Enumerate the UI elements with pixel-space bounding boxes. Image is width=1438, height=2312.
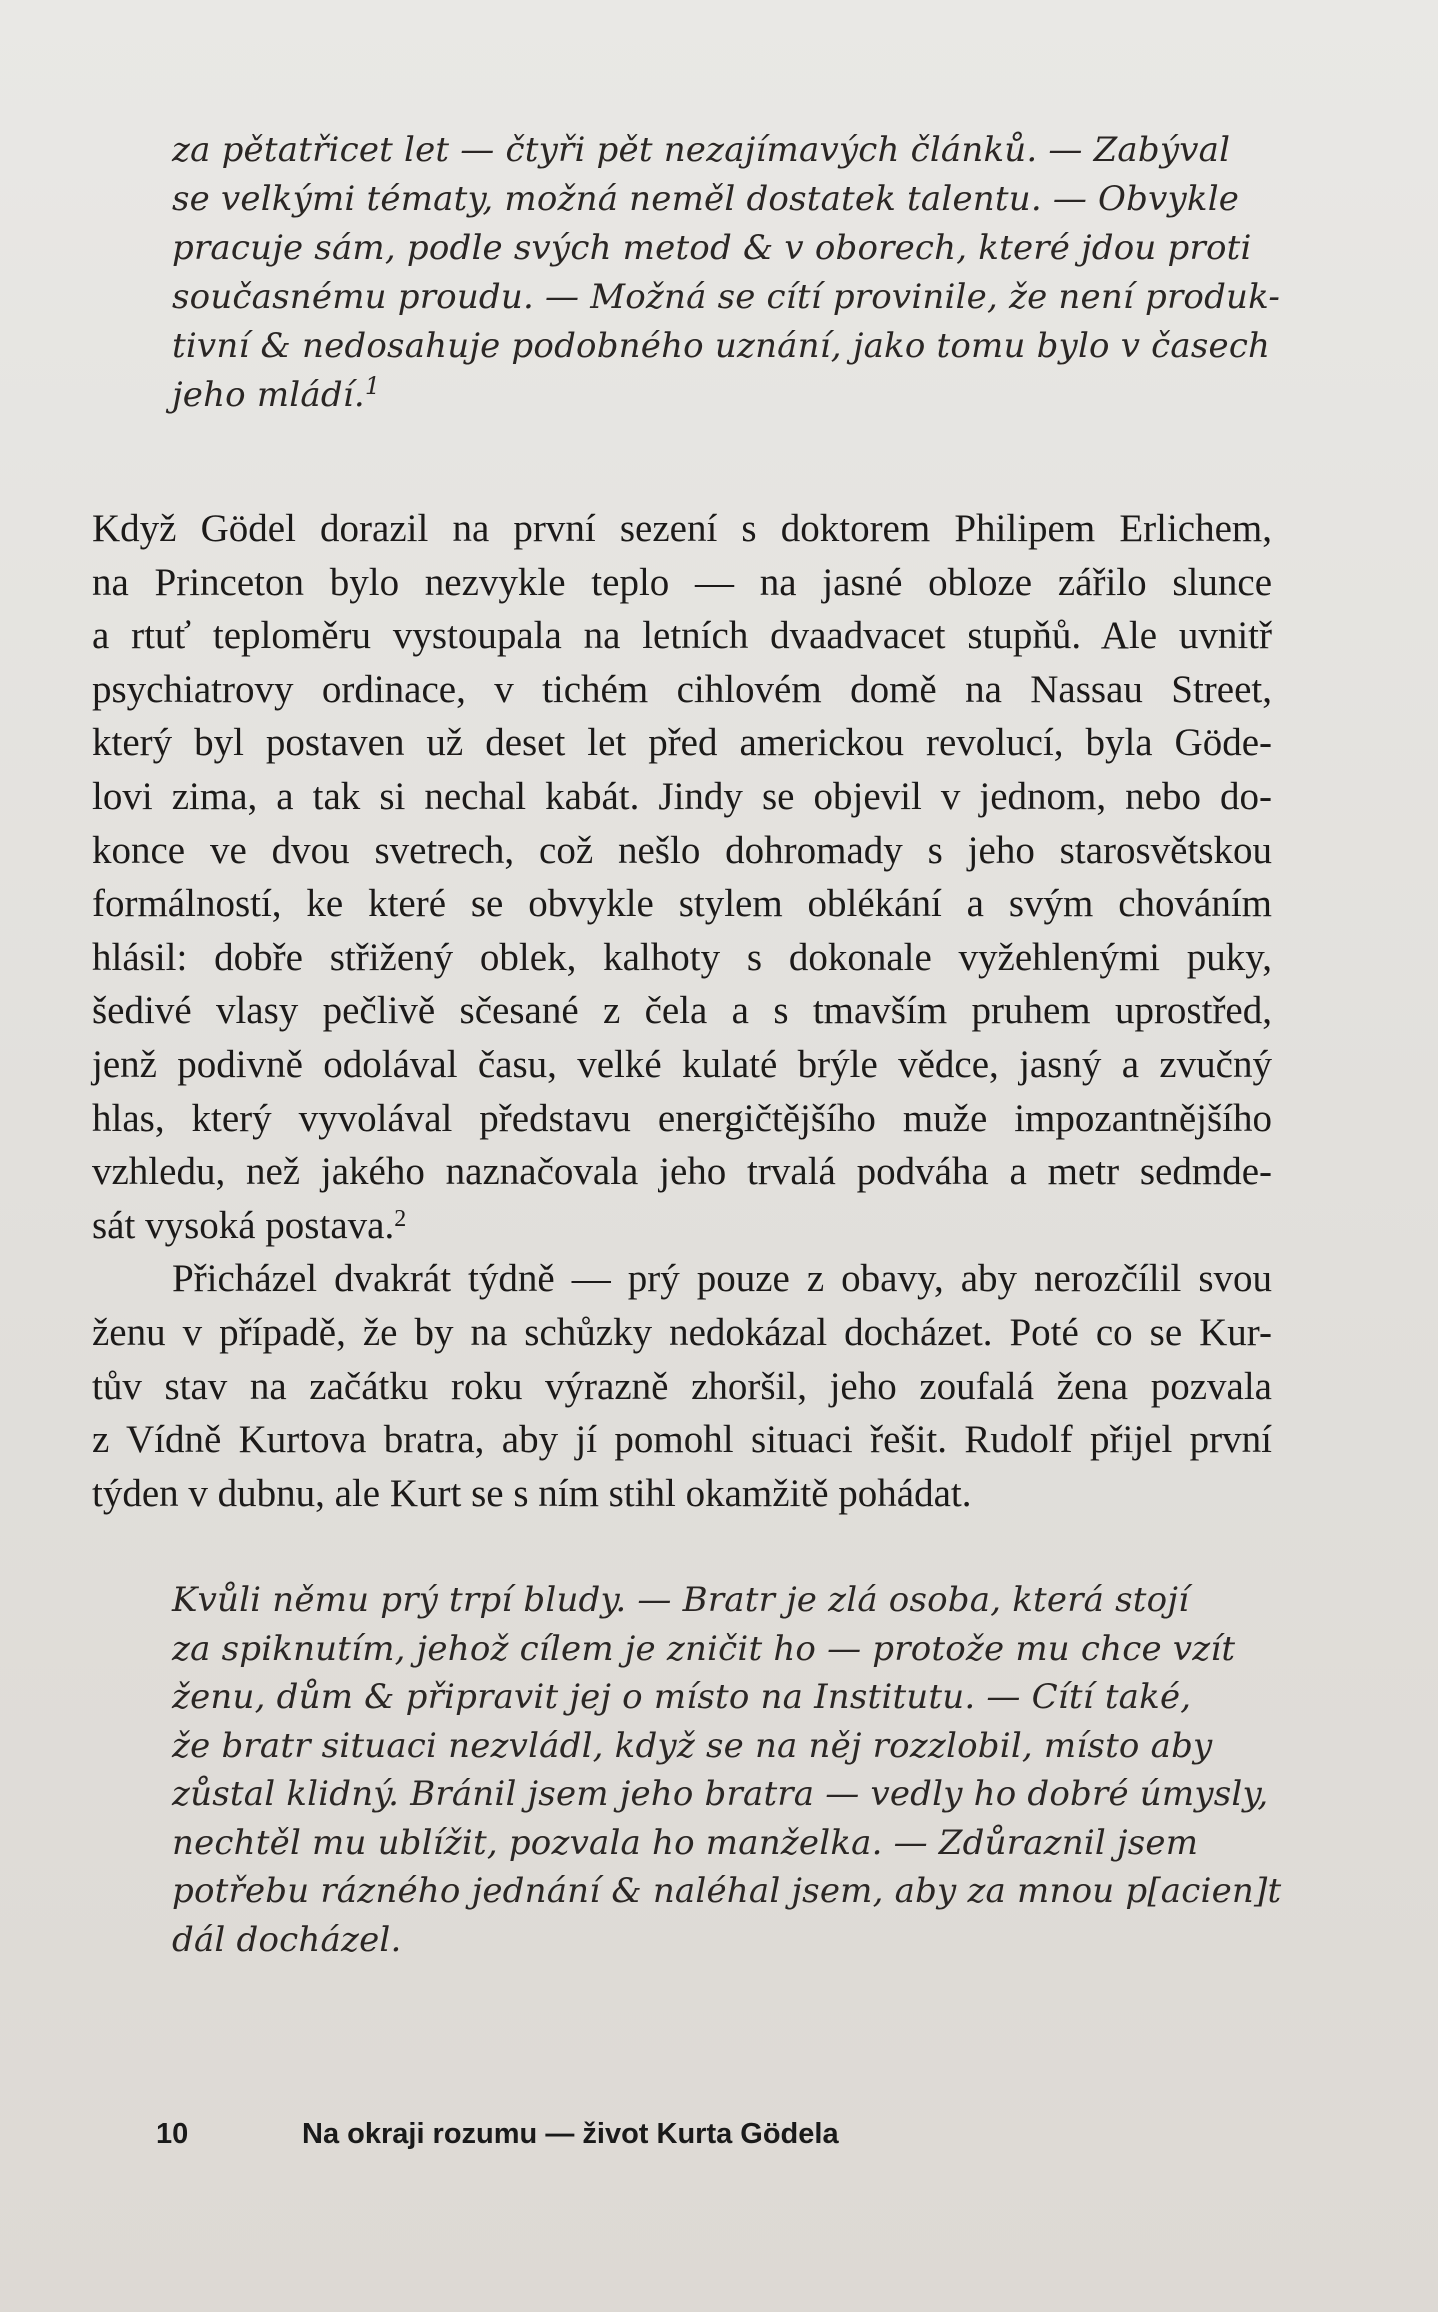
body-line: šedivé vlasy pečlivě sčesané z čela a s tmavším pruhem uprostřed, <box>92 989 1272 1033</box>
quote-bottom-line: ženu, dům & připravit jej o místo na Institutu. — Cítí také, <box>172 1677 1192 1717</box>
quote-bottom-line: potřebu rázného jednání & naléhal jsem, aby za mnou p[acien]t <box>172 1871 1282 1911</box>
footnote-marker-1: 1 <box>364 372 381 400</box>
quote-top-line: současnému proudu. — Možná se cítí provinile, že není produk- <box>172 277 1281 317</box>
quote-bottom-line: za spiknutím, jehož cílem je zničit ho — protože mu chce vzít <box>172 1628 1236 1669</box>
quote-top-last-text: jeho mládí. <box>172 375 365 415</box>
body-line: hlas, který vyvolával představu energičtějšího muže impozantnějšího <box>92 1096 1272 1140</box>
body-line: z Vídně Kurtova bratra, aby jí pomohl situaci řešit. Rudolf přijel první <box>92 1418 1272 1462</box>
body-paragraph1-end: sát vysoká postava. <box>92 1203 395 1247</box>
footnote-marker-2: 2 <box>394 1205 407 1232</box>
quote-top-line: pracuje sám, podle svých metod & v oborech, které jdou proti <box>172 228 1252 268</box>
body-line: formálností, ke které se obvykle stylem oblékání a svým chováním <box>92 882 1272 926</box>
running-title: Na okraji rozumu — život Kurta Gödela <box>302 2118 839 2150</box>
quote-bottom-line: dál docházel. <box>172 1919 402 1960</box>
body-text <box>92 502 1272 1520</box>
body-line: a rtuť teploměru vystoupala na letních dvaadvacet stupňů. Ale uvnitř <box>92 614 1272 658</box>
body-line: konce ve dvou svetrech, což nešlo dohromady s jeho starosvětskou <box>92 828 1272 872</box>
body-line: lovi zima, a tak si nechal kabát. Jindy se objevil v jednom, nebo do- <box>92 774 1272 818</box>
body-line: hlásil: dobře střižený oblek, kalhoty s dokonale vyžehlenými puky, <box>92 935 1272 979</box>
body-line: ženu v případě, že by na schůzky nedokázal docházet. Poté co se Kur- <box>92 1310 1272 1354</box>
quote-bottom <box>172 1576 1282 1964</box>
body-line: Když Gödel dorazil na první sezení s doktorem Philipem Erlichem, <box>92 507 1272 550</box>
body-line: na Princeton bylo nezvykle teplo — na jasné obloze zářilo slunce <box>92 560 1272 604</box>
body-line: který byl postaven už deset let před americkou revolucí, byla Göde- <box>92 721 1272 765</box>
quote-bottom-line: Kvůli němu prý trpí bludy. — Bratr je zlá osoba, která stojí <box>172 1580 1190 1620</box>
body-line: psychiatrovy ordinace, v tichém cihlovém domě na Nassau Street, <box>92 667 1272 711</box>
quote-bottom-line: zůstal klidný. Bránil jsem jeho bratra — vedly ho dobré úmysly, <box>172 1774 1269 1814</box>
body-last-line <box>92 1199 1272 1253</box>
quote-top <box>172 126 1281 420</box>
quote-top-line: tivní & nedosahuje podobného uznání, jako tomu bylo v časech <box>172 326 1271 366</box>
quote-bottom-line: že bratr situaci nezvládl, když se na něj rozzlobil, místo aby <box>172 1725 1213 1766</box>
body-line: Přicházel dvakrát týdně — prý pouze z obavy, aby nerozčílil svou <box>172 1257 1272 1301</box>
quote-top-line: za pětatřicet let — čtyři pět nezajímavých článků. — Zabýval <box>172 130 1231 170</box>
body-line: jenž podivně odolával času, velké kulaté brýle vědce, jasný a zvučný <box>92 1042 1272 1086</box>
quote-top-line: se velkými tématy, možná neměl dostatek talentu. — Obvykle <box>172 179 1240 219</box>
body-line: tův stav na začátku roku výrazně zhoršil, jeho zoufalá žena pozvala <box>92 1364 1272 1408</box>
quote-top-last-line <box>172 371 1172 420</box>
body-line: vzhledu, než jakého naznačovala jeho trvalá podváha a metr sedmde- <box>92 1150 1272 1194</box>
page-number: 10 <box>156 2118 189 2150</box>
body-paragraph2-end: týden v dubnu, ale Kurt se s ním stihl okamžitě pohádat. <box>92 1471 972 1515</box>
quote-bottom-line: nechtěl mu ublížit, pozvala ho manželka. — Zdůraznil jsem <box>172 1822 1199 1863</box>
